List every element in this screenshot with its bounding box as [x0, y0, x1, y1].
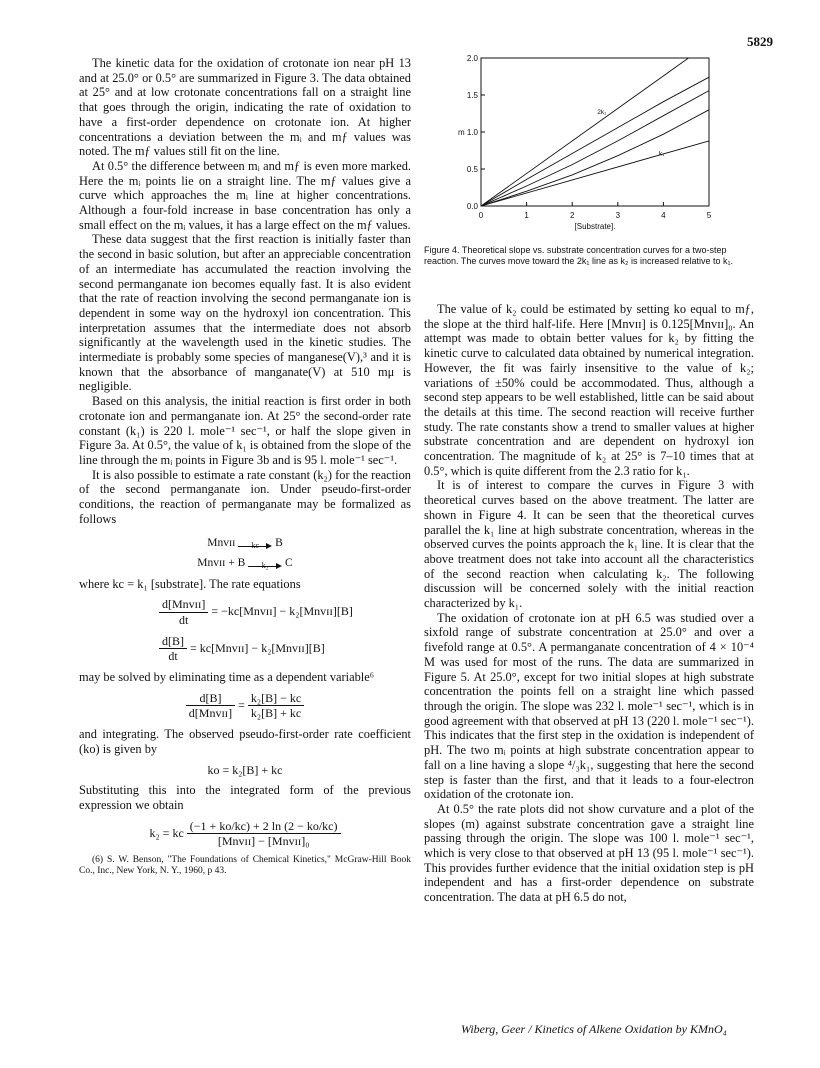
x-tick-label: 2	[569, 211, 575, 220]
x-axis-label: [Substrate].	[574, 222, 616, 231]
figure-caption: Figure 4. Theoretical slope vs. substrate concentration curves for a two-step reaction. The curves move toward the 2k₁ line as k₂ is increased relative to k₁.	[424, 245, 734, 266]
paragraph: where kc = k₁ [substrate]. The rate equations	[79, 576, 301, 591]
paragraph: Based on this analysis, the initial reaction is first order in both crotonate ion and permanganate ion. At 25° the second-order rate constant (k₁) is 220 l. mole⁻¹ sec⁻¹, or half the slope given in Figure 3a. At 0.5°, the value of k₁ is obtained from the slope of the line through the mᵢ points in Figure 3b and is 95 l. mole⁻¹ sec⁻¹.	[79, 394, 411, 467]
x-tick-label: 0	[478, 211, 484, 220]
x-tick-label: 1	[524, 211, 529, 220]
paragraph: and integrating. The observed pseudo-first-order rate coefficient (ko) is given by	[79, 727, 411, 756]
series-line	[481, 58, 689, 206]
equation-3: $\frac{d[B]}{\text{d[Mnᴠɪɪ]}}$ = $\frac{\text{k₂[B] − kc}}{\text{k₂[B] + kc}}$	[79, 691, 411, 721]
reaction-1: Mnᴠɪɪ kc B	[207, 536, 283, 550]
x-tick-label: 4	[661, 211, 666, 220]
paragraph: At 0.5° the difference between mᵢ and mƒ is even more marked. Here the mᵢ points lie on a straight line. The mƒ values give a curve which approaches the mᵢ line at higher concentrations. Although a four-fold increase in base concentration has only a small effect on the mᵢ values, it has a large effect on the mƒ values.	[79, 158, 411, 232]
paragraph: It is also possible to estimate a rate constant (k₂) for the reaction of the second permanganate ion. Under pseudo-first-order conditions, the reaction of permanganate may be formalized as follows	[79, 467, 411, 526]
y-tick-label: 0.5	[466, 165, 478, 174]
series-line	[481, 141, 709, 206]
paragraph: Substituting this into the integrated form of the previous expression we obtain	[79, 783, 411, 812]
reaction-2: Mnᴠɪɪ + B k₂ C	[197, 556, 293, 570]
page-number: 5829	[747, 34, 773, 49]
reaction-scheme	[79, 533, 411, 573]
line-annotation: 2k₁	[597, 109, 607, 117]
x-tick-label: 5	[706, 211, 712, 220]
y-tick-label: 1.5	[466, 91, 478, 100]
paragraph: may be solved by eliminating time as a dependent variable⁶	[79, 670, 375, 685]
y-tick-label: 0.0	[466, 202, 478, 211]
plot-frame	[481, 58, 709, 206]
equation-1: $\frac{\text{d[Mnᴠɪɪ]}}{dt}$ = −kc[Mnᴠɪɪ] − k₂[Mnᴠɪɪ][B]	[79, 597, 411, 627]
paragraph: At 0.5° the rate plots did not show curvature and a plot of the slopes (m) against substrate concentration gave a straight line passing through the origin. The slope was 100 l. mole⁻¹ sec⁻¹, which is very close to that observed at pH 13 (95 l. mole⁻¹ sec⁻¹). This provides further evidence that the initial oxidation step is pH independent and has a first-order dependence on substrate concentration. The data at pH 6.5 do not,	[424, 801, 754, 905]
x-tick-label: 3	[615, 211, 621, 220]
paragraph: The kinetic data for the oxidation of crotonate ion near pH 13 and at 25.0° or 0.5° are summarized in Figure 3. The data obtained at 25° and at low crotonate concentrations fall on a straight line that goes through the origin, indicating the rate of oxidation to have a first-order dependence on crotonate ion. At higher concentrations a deviation between the mᵢ and mƒ values was noted. The mƒ values still fit on the line.	[79, 56, 411, 159]
chart-axes	[481, 58, 709, 206]
line-annotation: k₁	[658, 150, 665, 158]
y-tick-label: 2.0	[466, 54, 478, 63]
right-column	[424, 302, 754, 905]
paragraph: The value of k₂ could be estimated by setting ko equal to mƒ, the slope at the third half-life. Here [Mnᴠɪɪ] is 0.125[Mnᴠɪɪ]₀. An attempt was made to obtain better values for k₂ by fitting the kinetic curve to calculated data obtained by numerical integration. However, the fit was fairly insensitive to the value of k₂; variations of ±50% could be accommodated. Thus, although a second step appears to be well established, little can be said about the details at this time. The second reaction will receive further study. The rate constants show a trend to smaller values at higher substrate concentration and are dependent on hydroxyl ion concentration. The magnitude of k₂ at 25° is 7–10 times that at 0.5°, which is quite different from the 2.3 ratio for k₁.	[424, 302, 754, 478]
y-axis-label: m 1.0	[457, 128, 478, 137]
chart-lines	[481, 58, 709, 206]
footnote: (6) S. W. Benson, "The Foundations of Chemical Kinetics," McGraw-Hill Book Co., Inc., New York, N. Y., 1960, p 43.	[79, 855, 411, 877]
equation-2: $\frac{d[B]}{dt}$ = kc[Mnᴠɪɪ] − k₂[Mnᴠɪɪ][B]	[79, 634, 411, 664]
equation-4: ko = k₂[B] + kc	[207, 762, 283, 777]
running-footer: Wiberg, Geer / Kinetics of Alkene Oxidation by KMnO₄	[461, 1022, 727, 1036]
equation-5: k₂ = kc $\frac{(-1 + ko/kc) + 2 \ln (2 - ko/kc)}{\text{[Mnᴠɪɪ] − [Mnᴠɪɪ]₀}}$	[79, 819, 411, 849]
chart-ticks	[458, 54, 712, 231]
paragraph: These data suggest that the first reaction is initially faster than the second in basic solution, but after an appreciable concentration of an intermediate has accumulated the reaction involving the second permanganate ion becomes equally fast. It is also evident that the rate of reaction involving the second permanganate ion is dependent in some way on the hydroxyl ion concentration. This interpretation assumes that the intermediate does not absorb significantly at the wavelength used in the kinetic studies. The intermediate is probably some species of manganese(V),³ and it is known that the absorbance of manganate(V) at 510 mμ is negligible.	[79, 232, 411, 394]
series-line	[481, 91, 709, 206]
paragraph: The oxidation of crotonate ion at pH 6.5 was studied over a sixfold range of substrate concentration at 25.0° and over a fivefold range at 0.5°. A permanganate concentration of 4 × 10⁻⁴ M was used for most of the runs. The data are summarized in Figure 5. At 25.0°, except for two initial slopes at high substrate concentration the points fell on a straight line which passed through the origin. The slope was 232 l. mole⁻¹ sec⁻¹, which is in good agreement with that observed at pH 13 (220 l. mole⁻¹ sec⁻¹). This indicates that the first step in the oxidation is independent of pH. The two mᵢ points at high substrate concentration appear to fall on a line having a slope ⁴/₃k₁, suggesting that here the second step is faster than the first, and that it leads to a four-electron oxidation of the crotonate ion.	[424, 610, 754, 802]
series-line	[481, 77, 709, 206]
figure-4-chart	[424, 46, 754, 231]
left-column	[79, 56, 411, 877]
paragraph: It is of interest to compare the curves in Figure 3 with theoretical curves based on the above treatment. The latter are shown in Figure 4. It can be seen that the theoretical curves parallel the k₁ line at high substrate concentration, whereas in the observed curves the points approach the k₁ line. It is clear that the above treatment does not take into account all the characteristics of the second reaction when calculating k₂. The following discussion will be concerned solely with the initial reaction characterized by k₁.	[424, 478, 754, 611]
